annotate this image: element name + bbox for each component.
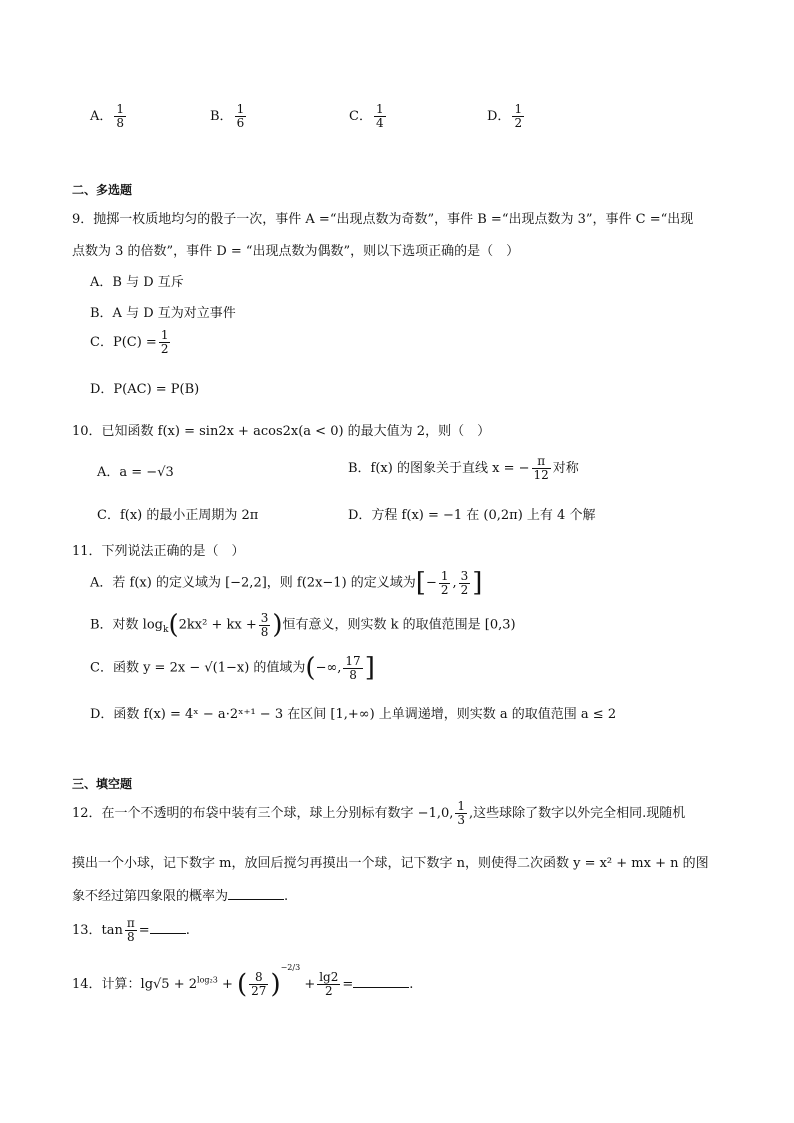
numerator: 1 [116,102,125,116]
numerator: lg2 [319,970,339,984]
answer-blank[interactable] [150,921,186,934]
q11-stem: 11．下列说法正确的是（ ） [72,544,245,559]
question-text: 象不经过第四象限的概率为 [72,889,229,904]
option-label: D． [487,109,511,124]
fraction [317,971,340,998]
operator: + [221,977,233,992]
q8-option-d [487,103,526,130]
fraction [249,971,268,998]
fraction [532,455,551,482]
fraction [374,103,386,130]
q10-stem: 10．已知函数 f(x) = sin2x + acos2x(a < 0) 的最大值为 2，则（ ） [72,424,491,439]
bracket: ] [472,568,483,598]
math-expression: 2kx² + kx + [178,617,257,633]
q10-option-c: C．f(x) 的最小正周期为 2π [97,508,259,523]
denominator: 2 [160,342,169,356]
q9-option-c [90,329,172,356]
q12-line1 [72,800,685,827]
q12-line2: 摸出一个小球，记下数字 m，放回后搅匀再摸出一个球，记下数字 n，则使得二次函数 y = x² + mx + n 的图 [72,856,709,871]
numerator: 3 [460,568,469,583]
section-title-fill-in: 三、填空题 [72,777,133,791]
fraction [459,570,471,597]
q13: 13．tan $\frac{\pi}{8}$ = . [72,916,190,944]
option-text: B．f(x) 的图象关于直线 x = − [348,461,530,476]
bracket: ] [364,653,375,683]
question-text: 14．计算：lg√5 + 2 [72,977,198,992]
math-expression: P(C) = [112,335,157,350]
bracket: [ [415,568,426,598]
numerator: π [532,455,551,469]
paren: ) [270,969,281,1000]
denominator: 12 [533,468,549,482]
section-title-multiple-choice: 二、多选题 [72,183,133,197]
q11-option-b [90,610,516,640]
operator: + [304,977,316,992]
question-text: = [138,923,150,938]
q11-option-c [90,653,375,683]
answer-blank[interactable] [228,887,284,900]
q10-option-b [348,455,579,482]
denominator: 2 [460,582,469,597]
numerator: π [126,916,135,930]
q11-option-d: D．函数 f(x) = 4ˣ − a·2ˣ⁺¹ − 3 在区间 [1,+∞) 上单调递增，则实数 a 的取值范围 a ≤ 2 [90,707,617,722]
denominator: 8 [116,116,125,130]
paren: ( [305,653,316,683]
numerator: 1 [236,102,245,116]
numerator: 1 [375,102,384,116]
denominator: 2 [324,984,333,998]
question-text: 13．tan [72,923,123,938]
q10-option-a: A．a = −√3 [97,465,174,480]
option-text: C．函数 y = 2x − √(1−x) 的值域为 [90,660,306,676]
q10-option-d: D．方程 f(x) = −1 在 (0,2π) 上有 4 个解 [348,508,596,523]
paren: ( [168,610,179,640]
fraction [343,655,362,682]
q8-option-b [210,103,248,130]
option-label: A． [90,109,113,124]
q9-option-d: D．P(AC) = P(B) [90,382,200,397]
numerator: 8 [249,971,268,985]
option-label: C． [90,335,113,350]
numerator: 17 [345,653,361,668]
fraction [125,917,137,944]
answer-blank[interactable] [353,975,409,988]
option-text: A．若 f(x) 的定义域为 [−2,2]，则 f(2x−1) 的定义域为 [90,575,416,591]
fraction [159,329,171,356]
denominator: 8 [349,667,357,682]
q9-option-b: B．A 与 D 互为对立事件 [90,306,236,321]
fraction [439,570,451,597]
fraction [235,103,247,130]
q14: 14．计算：$\lg√5 + 2^{log_23}$ + ( $\frac{8}{27}$ )$^{-2/3}$ + $\frac{\lg 2}{2}$ = . [72,963,414,1000]
paren: ) [272,610,283,640]
option-text: 对称 [552,461,579,476]
denominator: 3 [457,813,466,827]
q12-line3: 象不经过第四象限的概率为 . [72,889,289,904]
question-text: 12．在一个不透明的布袋中装有三个球，球上分别标有数字 −1,0, [72,806,454,821]
exponent: log₂3 [197,975,218,985]
fraction [114,103,126,130]
paren: ( [237,969,248,1000]
option-label: B． [210,109,233,124]
q11-option-a: A．若 f(x) 的定义域为 [−2,2]，则 f(2x−1) 的定义域为[− $\frac{1}{2}$ , $\frac{3}{2}$ ] [90,568,483,598]
question-text: ,这些球除了数字以外完全相同.现随机 [469,806,686,821]
option-text: B．对数 log [90,617,163,633]
exponent: −2/3 [280,963,301,972]
operator: = [342,977,354,992]
fraction [512,103,524,130]
denominator: 4 [375,116,384,130]
log-base: k [163,625,169,636]
denominator: 2 [440,582,449,597]
fraction [259,612,271,639]
q8-option-c [349,103,388,130]
denominator: 2 [514,116,523,130]
denominator: 6 [236,116,245,130]
numerator: 1 [440,568,449,583]
option-text: 恒有意义，则实数 k 的取值范围是 [0,3) [282,617,516,633]
q9-stem-line2: 点数为 3 的倍数”，事件 D = “出现点数为偶数”，则以下选项正确的是（ ） [72,244,520,259]
denominator: 27 [251,984,267,998]
fraction [455,800,467,827]
numerator: 1 [514,102,523,116]
math-expression: −∞, [315,660,342,676]
option-label: C． [349,109,372,124]
q9-option-a: A．B 与 D 互斥 [90,275,184,290]
denominator: 8 [127,930,135,944]
numerator: 3 [260,610,269,625]
numerator: 1 [160,328,169,342]
q9-stem-line1: 9．抛掷一枚质地均匀的骰子一次，事件 A =“出现点数为奇数”，事件 B =“出现点数为 3”，事件 C =“出现 [72,212,694,227]
q8-option-a [90,103,128,130]
denominator: 8 [260,624,269,639]
numerator: 1 [457,799,466,813]
